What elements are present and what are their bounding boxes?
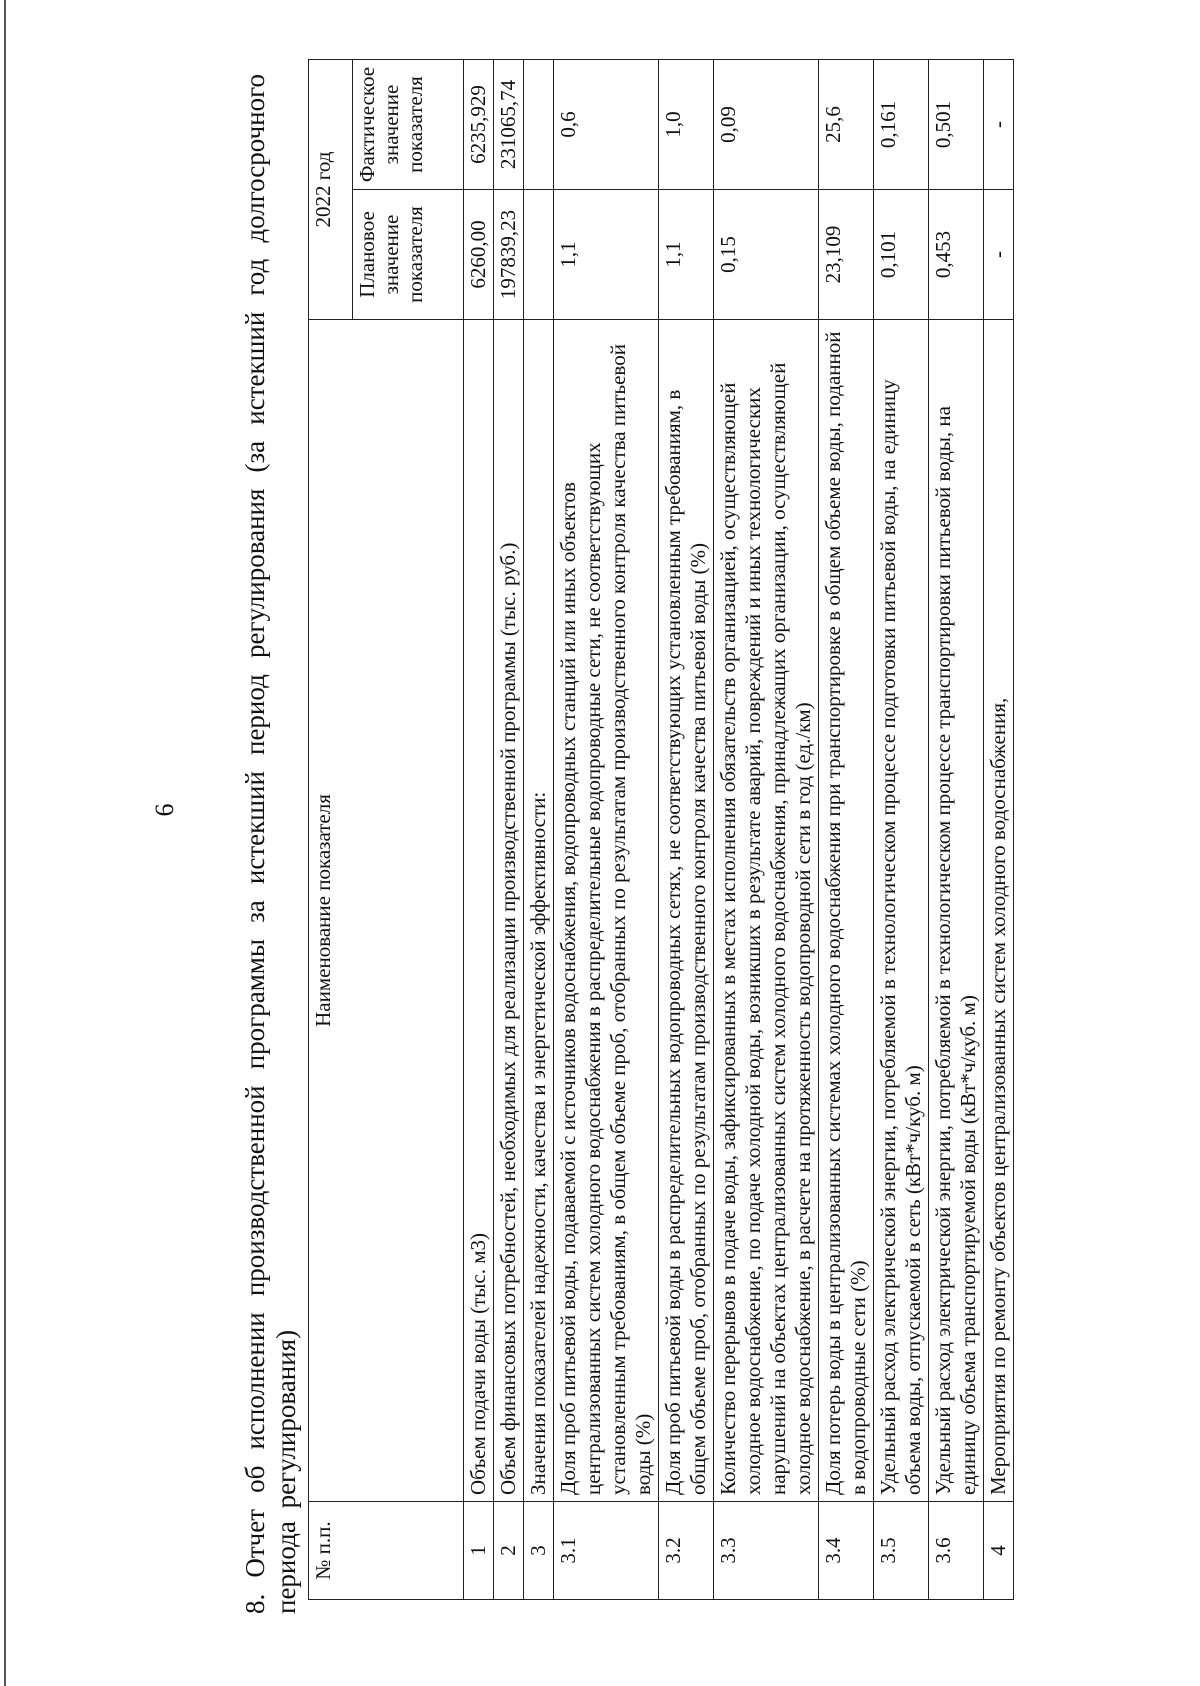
plan-value: 0,15 (714, 190, 819, 320)
indicator-name: Объем финансовых потребностей, необходимых для реализации производственной программы (тыс. руб.) (494, 320, 524, 1502)
row-number: 3.6 (929, 1502, 984, 1600)
row-number: 3.2 (659, 1502, 714, 1600)
row-number: 2 (494, 1502, 524, 1600)
header-name: Наименование показателя (309, 320, 464, 1502)
indicator-name: Значения показателей надежности, качества и энергетической эффективности: (524, 320, 554, 1502)
plan-value: - (984, 190, 1014, 320)
fact-value: 231065,74 (494, 59, 524, 189)
indicator-name: Доля потерь воды в централизованных системах холодного водоснабжения при транспортировке в общем объеме воды, поданной в водопроводные сети (%) (819, 320, 874, 1502)
fact-value: 0,6 (554, 59, 659, 189)
indicator-name: Удельный расход электрической энергии, потребляемой в технологическом процессе подготовки питьевой воды, на единицу объема воды, отпускаемой в сеть (кВт*ч/куб. м) (874, 320, 929, 1502)
indicator-name: Удельный расход электрической энергии, потребляемой в технологическом процессе транспортировки питьевой воды, на единицу объема транспортируемой воды (кВт*ч/куб. м) (929, 320, 984, 1502)
table-row (819, 59, 874, 1599)
row-number: 4 (984, 1502, 1014, 1600)
page-number: 6 (150, 803, 179, 817)
row-number: 3.4 (819, 1502, 874, 1600)
row-number: 3 (524, 1502, 554, 1600)
plan-value (524, 190, 554, 320)
fact-value: - (984, 59, 1014, 189)
fact-value: 0,161 (874, 59, 929, 189)
plan-value: 0,101 (874, 190, 929, 320)
header-plan: Плановое значение показателя (353, 190, 464, 320)
plan-value: 6260,00 (464, 190, 494, 320)
table-row (874, 59, 929, 1599)
fact-value: 0,501 (929, 59, 984, 189)
row-number: 3.5 (874, 1502, 929, 1600)
rotated-page-content (240, 40, 1080, 1620)
table-row (554, 59, 659, 1599)
table-row (464, 59, 494, 1599)
scan-page-edge (4, 0, 6, 1686)
table-row (494, 59, 524, 1599)
indicator-name: Доля проб питьевой воды в распределительных водопроводных сетях, не соответствующих установленным требованиям, в общем объеме проб, отобранных по результатам производственного контроля качества питьевой воды (%) (659, 320, 714, 1502)
plan-value: 1,1 (659, 190, 714, 320)
row-number: 1 (464, 1502, 494, 1600)
table-row (984, 59, 1014, 1599)
header-year: 2022 год (309, 59, 353, 319)
header-num: № п.п. (309, 1502, 464, 1600)
plan-value: 0,453 (929, 190, 984, 320)
indicator-name: Доля проб питьевой воды, подаваемой с источников водоснабжения, водопроводных станций или иных объектов централизованных систем холодного водоснабжения в распределительные водопроводные сети, не соответствующих установленным требованиям, в общем объеме проб, отобранных по результатам производственного контроля качества питьевой воды (%) (554, 320, 659, 1502)
table-row (714, 59, 819, 1599)
indicator-name: Объем подачи воды (тыс. м3) (464, 320, 494, 1502)
header-fact: Фактическое значение показателя (353, 59, 464, 189)
production-program-report-table (308, 59, 1014, 1600)
fact-value: 0,09 (714, 59, 819, 189)
fact-value (524, 59, 554, 189)
table-row (929, 59, 984, 1599)
indicator-name: Количество перерывов в подаче воды, зафиксированных в местах исполнения обязательств организацией, осуществляющей холодное водоснабжение, по подаче холодной воды, возникших в результате аварий, повреждений и иных технологических нарушений на объектах централизованных систем холодного водоснабжения, принадлежащих организации, осуществляющей холодное водоснабжение, в расчете на протяженность водопроводной сети в год (ед./км) (714, 320, 819, 1502)
table-row (524, 59, 554, 1599)
fact-value: 6235,929 (464, 59, 494, 189)
row-number: 3.3 (714, 1502, 819, 1600)
section-title: 8. Отчет об исполнении производственной программы за истекший период регулирования (за истекший год долгосрочного периода регулирования) (240, 74, 301, 1614)
plan-value: 1,1 (554, 190, 659, 320)
plan-value: 23,109 (819, 190, 874, 320)
table-row (659, 59, 714, 1599)
fact-value: 1,0 (659, 59, 714, 189)
plan-value: 197839,23 (494, 190, 524, 320)
indicator-name: Мероприятия по ремонту объектов централизованных систем холодного водоснабжения, (984, 320, 1014, 1502)
fact-value: 25,6 (819, 59, 874, 189)
row-number: 3.1 (554, 1502, 659, 1600)
